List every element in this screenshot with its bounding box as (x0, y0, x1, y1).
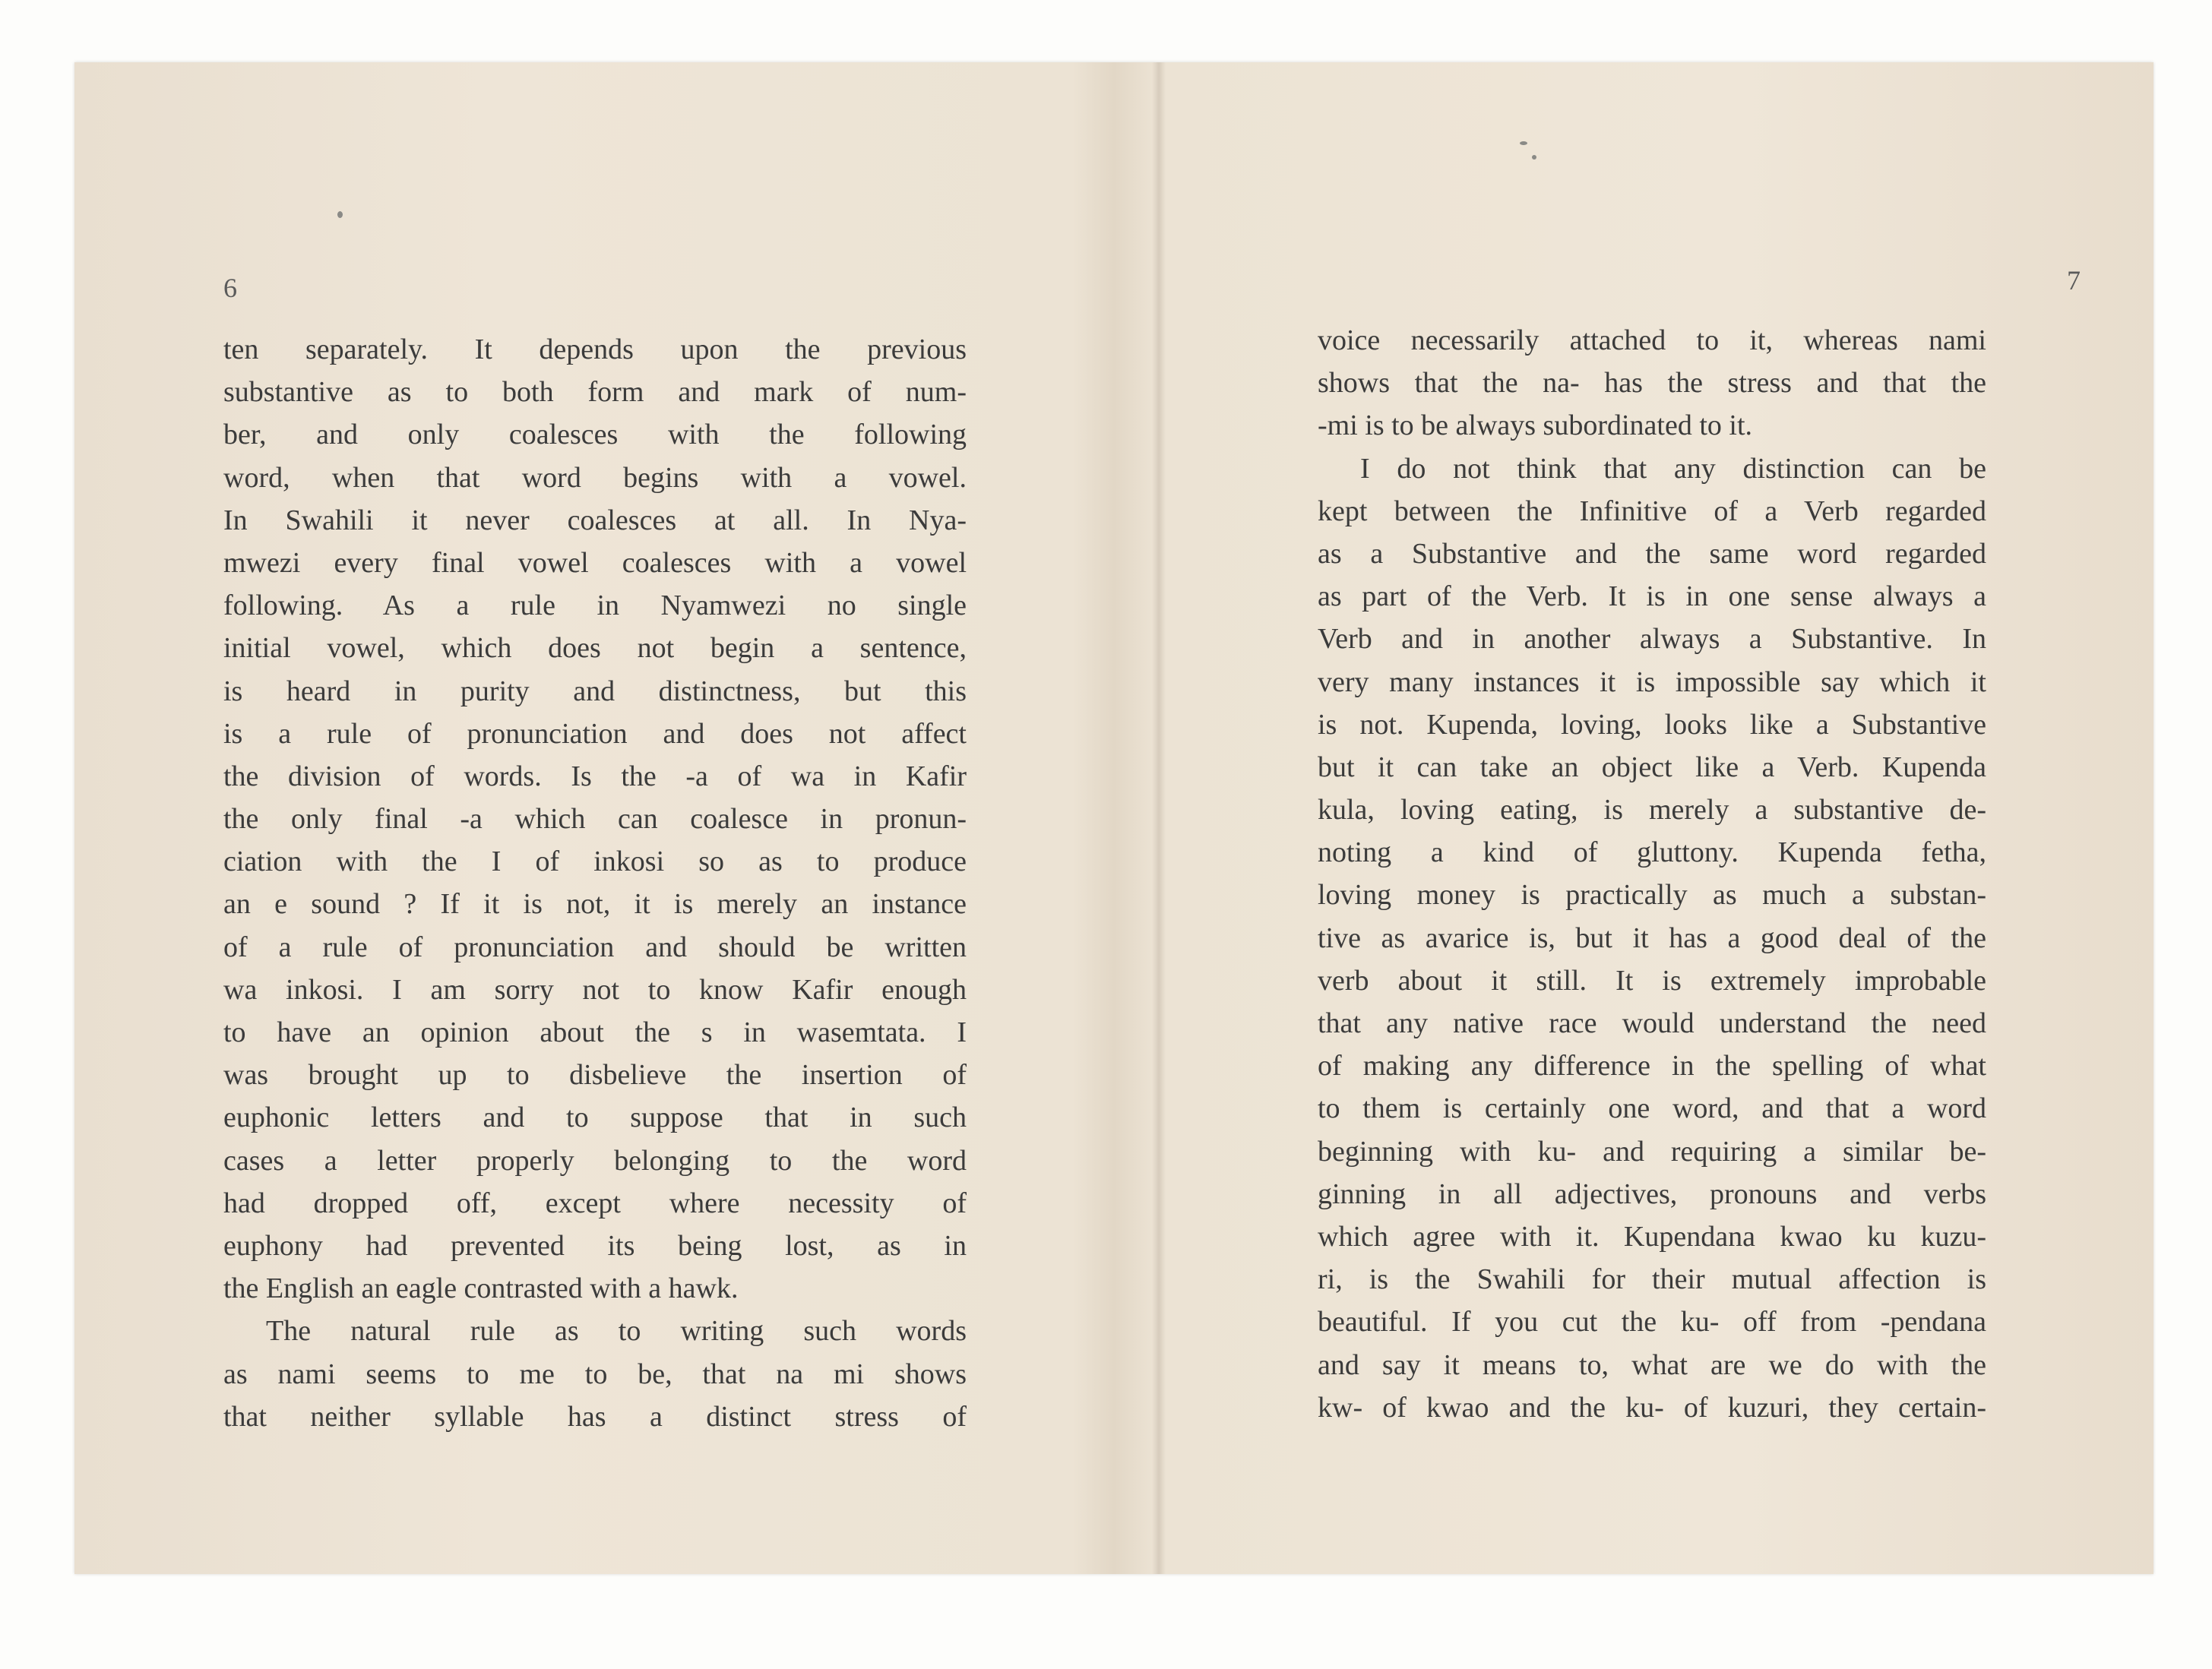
text-line: an e sound ? If it is not, it is merely an instance (223, 888, 967, 921)
book-spread (74, 62, 2153, 1574)
text-line: noting a kind of gluttony. Kupenda fetha, (1318, 836, 1986, 869)
text-line: Verb and in another always a Substantive. In (1318, 623, 1986, 656)
text-line: verb about it still. It is extremely improbable (1318, 964, 1986, 997)
text-line: but it can take an object like a Verb. Kupenda (1318, 751, 1986, 783)
text-line: that any native race would understand the need (1318, 1007, 1986, 1039)
text-line: voice necessarily attached to it, whereas nami (1318, 324, 1986, 356)
paper-speck (1532, 155, 1536, 160)
text-line: the English an eagle contrasted with a hawk. (223, 1272, 739, 1305)
text-line: kept between the Infinitive of a Verb regarded (1318, 495, 1986, 527)
text-line: In Swahili it never coalesces at all. In Nya- (223, 504, 967, 536)
text-line: following. As a rule in Nyamwezi no single (223, 590, 967, 622)
text-line: -mi is to be always subordinated to it. (1318, 409, 1753, 442)
text-line: as part of the Verb. It is in one sense always a (1318, 580, 1986, 613)
text-line: ri, is the Swahili for their mutual affection is (1318, 1263, 1986, 1296)
text-line: to them is certainly one word, and that a word (1318, 1092, 1986, 1125)
text-line: that neither syllable has a distinct stress of (223, 1400, 967, 1433)
text-line: cases a letter properly belonging to the word (223, 1144, 967, 1177)
text-line: was brought up to disbelieve the insertion of (223, 1059, 967, 1092)
text-line: the only final -a which can coalesce in pronun- (223, 803, 967, 836)
text-line: kw- of kwao and the ku- of kuzuri, they certain- (1318, 1391, 1986, 1424)
right-page-text (1318, 319, 1986, 1429)
text-line: mwezi every final vowel coalesces with a vowel (223, 546, 967, 579)
left-page-text (223, 328, 967, 1438)
text-line: word, when that word begins with a vowel. (223, 461, 967, 494)
right-page-number: 7 (2067, 265, 2081, 296)
text-line: wa inkosi. I am sorry not to know Kafir enough (223, 973, 967, 1006)
left-page (74, 62, 1152, 1574)
text-line: The natural rule as to writing such words (266, 1315, 967, 1348)
text-line: is a rule of pronunciation and does not affect (223, 717, 967, 750)
text-line: is heard in purity and distinctness, but this (223, 675, 967, 707)
text-line: ber, and only coalesces with the following (223, 419, 967, 451)
text-line: as a Substantive and the same word regarded (1318, 537, 1986, 570)
text-line: euphony had prevented its being lost, as in (223, 1229, 967, 1262)
text-line: had dropped off, except where necessity of (223, 1187, 967, 1219)
text-line: very many instances it is impossible say which it (1318, 665, 1986, 698)
text-line: kula, loving eating, is merely a substantive de- (1318, 794, 1986, 827)
text-line: to have an opinion about the s in wasemtata. I (223, 1016, 967, 1048)
text-line: and say it means to, what are we do with the (1318, 1348, 1986, 1381)
text-line: is not. Kupenda, loving, looks like a Substantive (1318, 708, 1986, 741)
left-page-number: 6 (223, 273, 237, 303)
text-line: ginning in all adjectives, pronouns and verbs (1318, 1177, 1986, 1210)
text-line: of making any difference in the spelling of what (1318, 1050, 1986, 1083)
text-line: shows that the na- has the stress and that the (1318, 367, 1986, 400)
text-line: euphonic letters and to suppose that in such (223, 1102, 967, 1134)
text-line: I do not think that any distinction can be (1360, 452, 1986, 485)
text-line: ten separately. It depends upon the previous (223, 333, 967, 365)
text-line: as nami seems to me to be, that na mi shows (223, 1358, 967, 1390)
right-page (1166, 62, 2153, 1574)
text-line: tive as avarice is, but it has a good deal of the (1318, 921, 1986, 954)
text-line: which agree with it. Kupendana kwao ku kuzu- (1318, 1220, 1986, 1253)
text-line: the division of words. Is the -a of wa in Kafir (223, 760, 967, 792)
text-line: beautiful. If you cut the ku- off from -pendana (1318, 1306, 1986, 1339)
text-line: of a rule of pronunciation and should be written (223, 931, 967, 963)
text-line: loving money is practically as much a substan- (1318, 879, 1986, 912)
text-line: beginning with ku- and requiring a similar be- (1318, 1135, 1986, 1168)
text-line: initial vowel, which does not begin a sentence, (223, 632, 967, 665)
book-gutter (1152, 62, 1166, 1574)
text-line: ciation with the I of inkosi so as to produce (223, 846, 967, 878)
paper-speck (1520, 141, 1527, 145)
text-line: substantive as to both form and mark of num- (223, 376, 967, 409)
paper-speck (337, 211, 343, 218)
